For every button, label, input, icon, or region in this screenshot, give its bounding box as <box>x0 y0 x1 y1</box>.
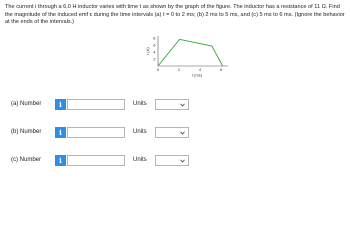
answer-row-c <box>0 154 350 168</box>
y-axis-label: i (A) <box>145 47 150 55</box>
current-line <box>158 39 223 66</box>
part-c-label: (c) Number <box>11 157 42 163</box>
x-tick-label: 0 <box>156 67 160 72</box>
chevron-down-icon <box>180 131 185 135</box>
part-a-number-input[interactable] <box>67 99 125 110</box>
x-axis-label: t (ms) <box>191 72 203 78</box>
x-tick-label: 6 <box>219 67 223 72</box>
x-tick-label: 4 <box>198 67 202 72</box>
part-a-units-label: Units <box>133 101 147 107</box>
part-b-label: (b) Number <box>11 129 42 135</box>
info-icon[interactable]: i <box>55 155 66 166</box>
part-b-units-label: Units <box>133 129 147 135</box>
current-time-graph <box>140 34 230 78</box>
part-c-number-input[interactable] <box>67 155 125 166</box>
answer-row-a <box>0 98 350 112</box>
chevron-down-icon <box>180 103 185 107</box>
x-tick-label: 2 <box>177 67 181 72</box>
info-icon[interactable]: i <box>55 127 66 138</box>
y-tick-label: 8 <box>153 35 156 41</box>
y-tick-label: 4 <box>153 49 156 55</box>
chevron-down-icon <box>180 159 185 163</box>
part-c-units-label: Units <box>133 157 147 163</box>
part-a-units-select[interactable] <box>155 99 189 110</box>
part-b-units-select[interactable] <box>155 127 189 138</box>
part-c-units-select[interactable] <box>155 155 189 166</box>
answer-row-b <box>0 126 350 140</box>
problem-text: The current i through a 6.0 H inductor varies with time t as shown by the graph of the figure. The inductor has a resistance of 11 Ω. Find the magnitude of the induced emf ε during the time intervals (a) t = 0 to 2 ms; (b) 2 ms to 5 ms, and (c) 5 ms to 6 ms. (Ignore the behavior at the ends of the intervals.) <box>5 4 345 26</box>
y-tick-label: 2 <box>153 56 156 62</box>
part-a-label: (a) Number <box>11 101 42 107</box>
y-tick-label: 6 <box>153 42 156 48</box>
info-icon[interactable]: i <box>55 99 66 110</box>
part-b-number-input[interactable] <box>67 127 125 138</box>
